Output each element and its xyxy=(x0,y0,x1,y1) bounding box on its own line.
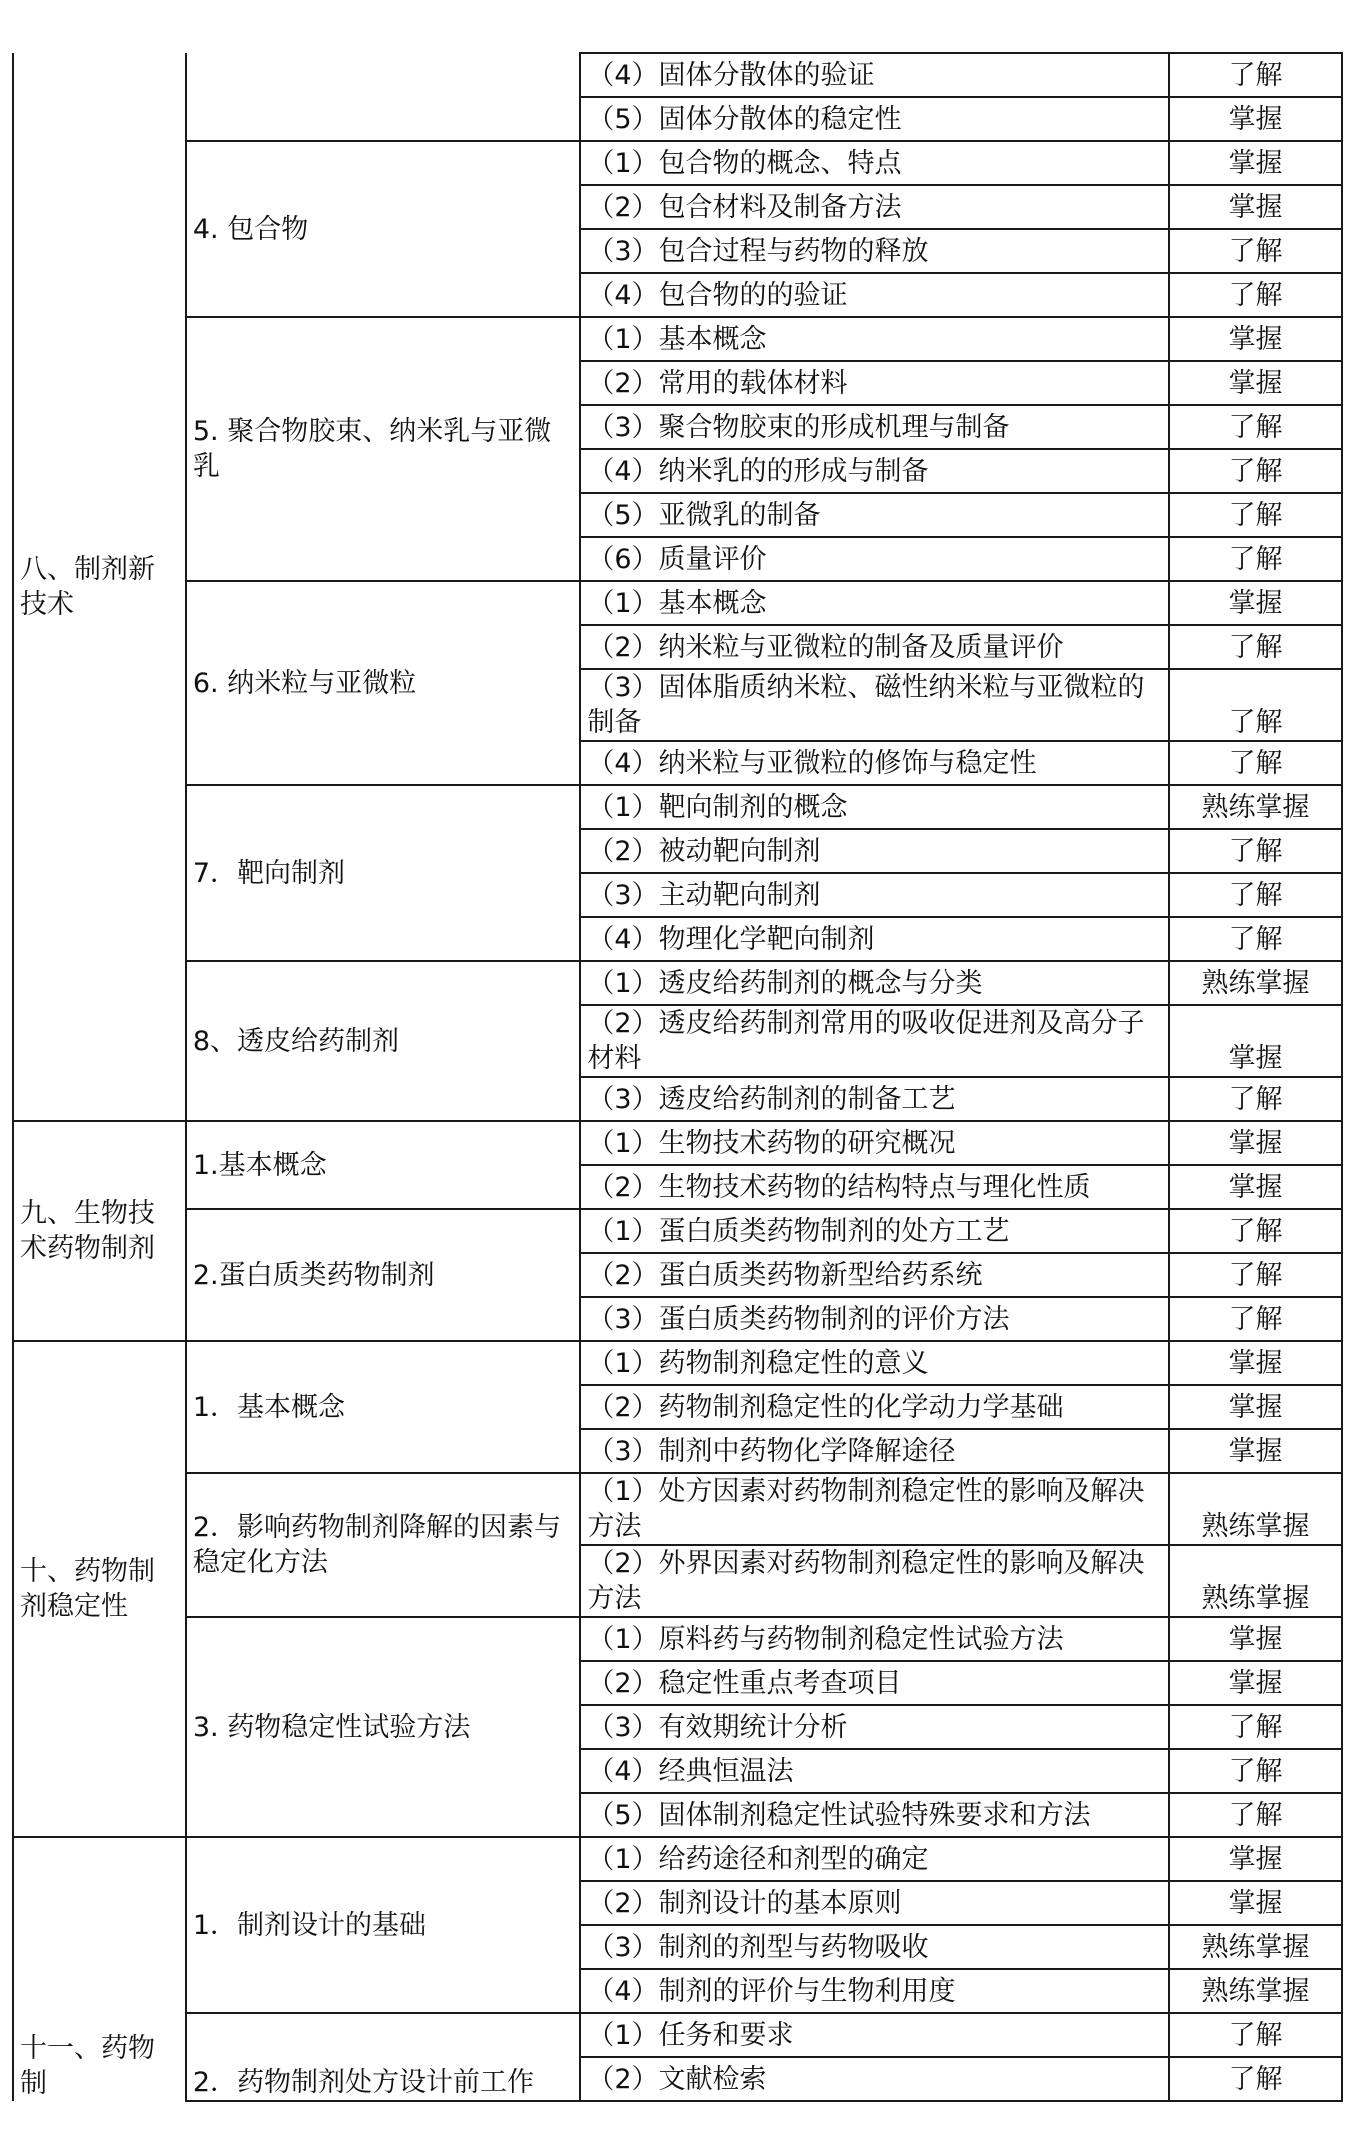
level-cell: 了解 xyxy=(1169,493,1342,537)
table-row xyxy=(13,141,1342,185)
level-cell: 熟练掌握 xyxy=(1169,1969,1342,2013)
level-cell: 掌握 xyxy=(1169,1617,1342,1661)
unit-title: 九、生物技术药物制剂 xyxy=(20,1198,155,1264)
section-title: 7．靶向制剂 xyxy=(192,857,346,889)
section-title: 6. 纳米粒与亚微粒 xyxy=(192,667,417,699)
level-cell: 了解 xyxy=(1169,1253,1342,1297)
content-cell: （4）制剂的评价与生物利用度 xyxy=(580,1969,1169,2013)
content-cell: （1）生物技术药物的研究概况 xyxy=(580,1121,1169,1165)
syllabus-table-body xyxy=(13,53,1342,2101)
content-cell: （2）文献检索 xyxy=(580,2057,1169,2101)
level-cell: 了解 xyxy=(1169,2057,1342,2101)
content-cell: （4）纳米乳的的形成与制备 xyxy=(580,449,1169,493)
table-row xyxy=(13,1473,1342,1545)
level-cell: 了解 xyxy=(1169,829,1342,873)
content-cell: （2）被动靶向制剂 xyxy=(580,829,1169,873)
level-cell: 了解 xyxy=(1169,741,1342,785)
content-cell: （2）包合材料及制备方法 xyxy=(580,185,1169,229)
content-cell: （5）固体分散体的稳定性 xyxy=(580,97,1169,141)
content-cell: （1）任务和要求 xyxy=(580,2013,1169,2057)
section-cell xyxy=(186,1617,581,1837)
level-cell: 掌握 xyxy=(1169,581,1342,625)
level-cell: 掌握 xyxy=(1169,1837,1342,1881)
table-row xyxy=(13,581,1342,625)
content-cell: （2）生物技术药物的结构特点与理化性质 xyxy=(580,1165,1169,1209)
section-title: 2．影响药物制剂降解的因素与稳定化方法 xyxy=(192,1512,562,1578)
content-cell: （1）给药途径和剂型的确定 xyxy=(580,1837,1169,1881)
section-cell xyxy=(186,1209,581,1341)
content-cell: （2）稳定性重点考查项目 xyxy=(580,1661,1169,1705)
table-row xyxy=(13,1837,1342,1881)
section-cell xyxy=(186,785,581,961)
content-cell: （2）外界因素对药物制剂稳定性的影响及解决方法 xyxy=(580,1545,1169,1617)
section-title: 8、透皮给药制剂 xyxy=(192,1025,400,1057)
content-cell: （1）药物制剂稳定性的意义 xyxy=(580,1341,1169,1385)
table-row xyxy=(13,785,1342,829)
unit-cell xyxy=(13,53,186,1121)
section-title: 2.蛋白质类药物制剂 xyxy=(192,1259,435,1291)
unit-cell xyxy=(13,1837,186,2101)
unit-title: 十一、药物制 xyxy=(20,2033,155,2099)
table-row xyxy=(13,317,1342,361)
section-cell xyxy=(186,1341,581,1473)
table-row xyxy=(13,1121,1342,1165)
content-cell: （4）固体分散体的验证 xyxy=(580,53,1169,97)
level-cell: 了解 xyxy=(1169,625,1342,669)
level-cell: 掌握 xyxy=(1169,317,1342,361)
level-cell: 掌握 xyxy=(1169,97,1342,141)
table-row xyxy=(13,2013,1342,2057)
level-cell: 掌握 xyxy=(1169,1385,1342,1429)
level-cell: 了解 xyxy=(1169,229,1342,273)
level-cell: 了解 xyxy=(1169,669,1342,741)
level-cell: 了解 xyxy=(1169,1077,1342,1121)
content-cell: （1）包合物的概念、特点 xyxy=(580,141,1169,185)
content-cell: （1）处方因素对药物制剂稳定性的影响及解决方法 xyxy=(580,1473,1169,1545)
content-cell: （2）透皮给药制剂常用的吸收促进剂及高分子材料 xyxy=(580,1005,1169,1077)
level-cell: 掌握 xyxy=(1169,1881,1342,1925)
section-cell xyxy=(186,53,581,141)
level-cell: 了解 xyxy=(1169,1209,1342,1253)
unit-cell xyxy=(13,1341,186,1837)
section-title: 1．制剂设计的基础 xyxy=(192,1909,427,1941)
level-cell: 熟练掌握 xyxy=(1169,961,1342,1005)
content-cell: （3）制剂的剂型与药物吸收 xyxy=(580,1925,1169,1969)
section-cell xyxy=(186,1473,581,1617)
content-cell: （2）制剂设计的基本原则 xyxy=(580,1881,1169,1925)
section-title: 1.基本概念 xyxy=(192,1149,327,1181)
section-cell xyxy=(186,317,581,581)
table-row xyxy=(13,1209,1342,1253)
syllabus-table xyxy=(12,52,1343,2102)
content-cell: （1）基本概念 xyxy=(580,581,1169,625)
level-cell: 了解 xyxy=(1169,53,1342,97)
section-cell xyxy=(186,581,581,785)
section-title: 3. 药物稳定性试验方法 xyxy=(192,1711,471,1743)
level-cell: 了解 xyxy=(1169,873,1342,917)
content-cell: （2）药物制剂稳定性的化学动力学基础 xyxy=(580,1385,1169,1429)
level-cell: 了解 xyxy=(1169,1705,1342,1749)
content-cell: （2）纳米粒与亚微粒的制备及质量评价 xyxy=(580,625,1169,669)
content-cell: （4）经典恒温法 xyxy=(580,1749,1169,1793)
level-cell: 熟练掌握 xyxy=(1169,785,1342,829)
level-cell: 掌握 xyxy=(1169,141,1342,185)
content-cell: （4）纳米粒与亚微粒的修饰与稳定性 xyxy=(580,741,1169,785)
level-cell: 掌握 xyxy=(1169,1341,1342,1385)
level-cell: 掌握 xyxy=(1169,1005,1342,1077)
content-cell: （3）聚合物胶束的形成机理与制备 xyxy=(580,405,1169,449)
section-cell xyxy=(186,1121,581,1209)
content-cell: （4）物理化学靶向制剂 xyxy=(580,917,1169,961)
level-cell: 熟练掌握 xyxy=(1169,1473,1342,1545)
content-cell: （1）靶向制剂的概念 xyxy=(580,785,1169,829)
level-cell: 了解 xyxy=(1169,1297,1342,1341)
section-title: 5. 聚合物胶束、纳米乳与亚微乳 xyxy=(192,416,552,482)
content-cell: （1）基本概念 xyxy=(580,317,1169,361)
level-cell: 掌握 xyxy=(1169,1429,1342,1473)
level-cell: 了解 xyxy=(1169,449,1342,493)
section-title: 1．基本概念 xyxy=(192,1391,346,1423)
level-cell: 了解 xyxy=(1169,273,1342,317)
section-title: 4. 包合物 xyxy=(192,213,309,245)
content-cell: （3）包合过程与药物的释放 xyxy=(580,229,1169,273)
unit-title: 十、药物制剂稳定性 xyxy=(20,1556,155,1622)
level-cell: 熟练掌握 xyxy=(1169,1545,1342,1617)
level-cell: 了解 xyxy=(1169,2013,1342,2057)
level-cell: 掌握 xyxy=(1169,185,1342,229)
section-cell xyxy=(186,141,581,317)
section-cell xyxy=(186,961,581,1121)
content-cell: （3）蛋白质类药物制剂的评价方法 xyxy=(580,1297,1169,1341)
level-cell: 了解 xyxy=(1169,917,1342,961)
level-cell: 熟练掌握 xyxy=(1169,1925,1342,1969)
content-cell: （1）原料药与药物制剂稳定性试验方法 xyxy=(580,1617,1169,1661)
unit-title: 八、制剂新技术 xyxy=(20,553,155,620)
content-cell: （5）固体制剂稳定性试验特殊要求和方法 xyxy=(580,1793,1169,1837)
content-cell: （3）制剂中药物化学降解途径 xyxy=(580,1429,1169,1473)
content-cell: （4）包合物的的验证 xyxy=(580,273,1169,317)
page-bottom-edge xyxy=(0,2108,1371,2130)
level-cell: 掌握 xyxy=(1169,361,1342,405)
level-cell: 掌握 xyxy=(1169,1121,1342,1165)
level-cell: 掌握 xyxy=(1169,1661,1342,1705)
level-cell: 了解 xyxy=(1169,1749,1342,1793)
section-title: 2．药物制剂处方设计前工作 xyxy=(192,2067,535,2098)
content-cell: （3）有效期统计分析 xyxy=(580,1705,1169,1749)
content-cell: （2）蛋白质类药物新型给药系统 xyxy=(580,1253,1169,1297)
level-cell: 了解 xyxy=(1169,405,1342,449)
unit-cell xyxy=(13,1121,186,1341)
content-cell: （6）质量评价 xyxy=(580,537,1169,581)
level-cell: 了解 xyxy=(1169,537,1342,581)
section-cell xyxy=(186,1837,581,2013)
content-cell: （3）固体脂质纳米粒、磁性纳米粒与亚微粒的制备 xyxy=(580,669,1169,741)
content-cell: （1）蛋白质类药物制剂的处方工艺 xyxy=(580,1209,1169,1253)
table-row xyxy=(13,961,1342,1005)
level-cell: 了解 xyxy=(1169,1793,1342,1837)
content-cell: （2）常用的载体材料 xyxy=(580,361,1169,405)
table-row xyxy=(13,1341,1342,1385)
table-row xyxy=(13,53,1342,97)
content-cell: （1）透皮给药制剂的概念与分类 xyxy=(580,961,1169,1005)
content-cell: （3）主动靶向制剂 xyxy=(580,873,1169,917)
content-cell: （3）透皮给药制剂的制备工艺 xyxy=(580,1077,1169,1121)
table-row xyxy=(13,1617,1342,1661)
content-cell: （5）亚微乳的制备 xyxy=(580,493,1169,537)
level-cell: 掌握 xyxy=(1169,1165,1342,1209)
section-cell xyxy=(186,2013,581,2101)
